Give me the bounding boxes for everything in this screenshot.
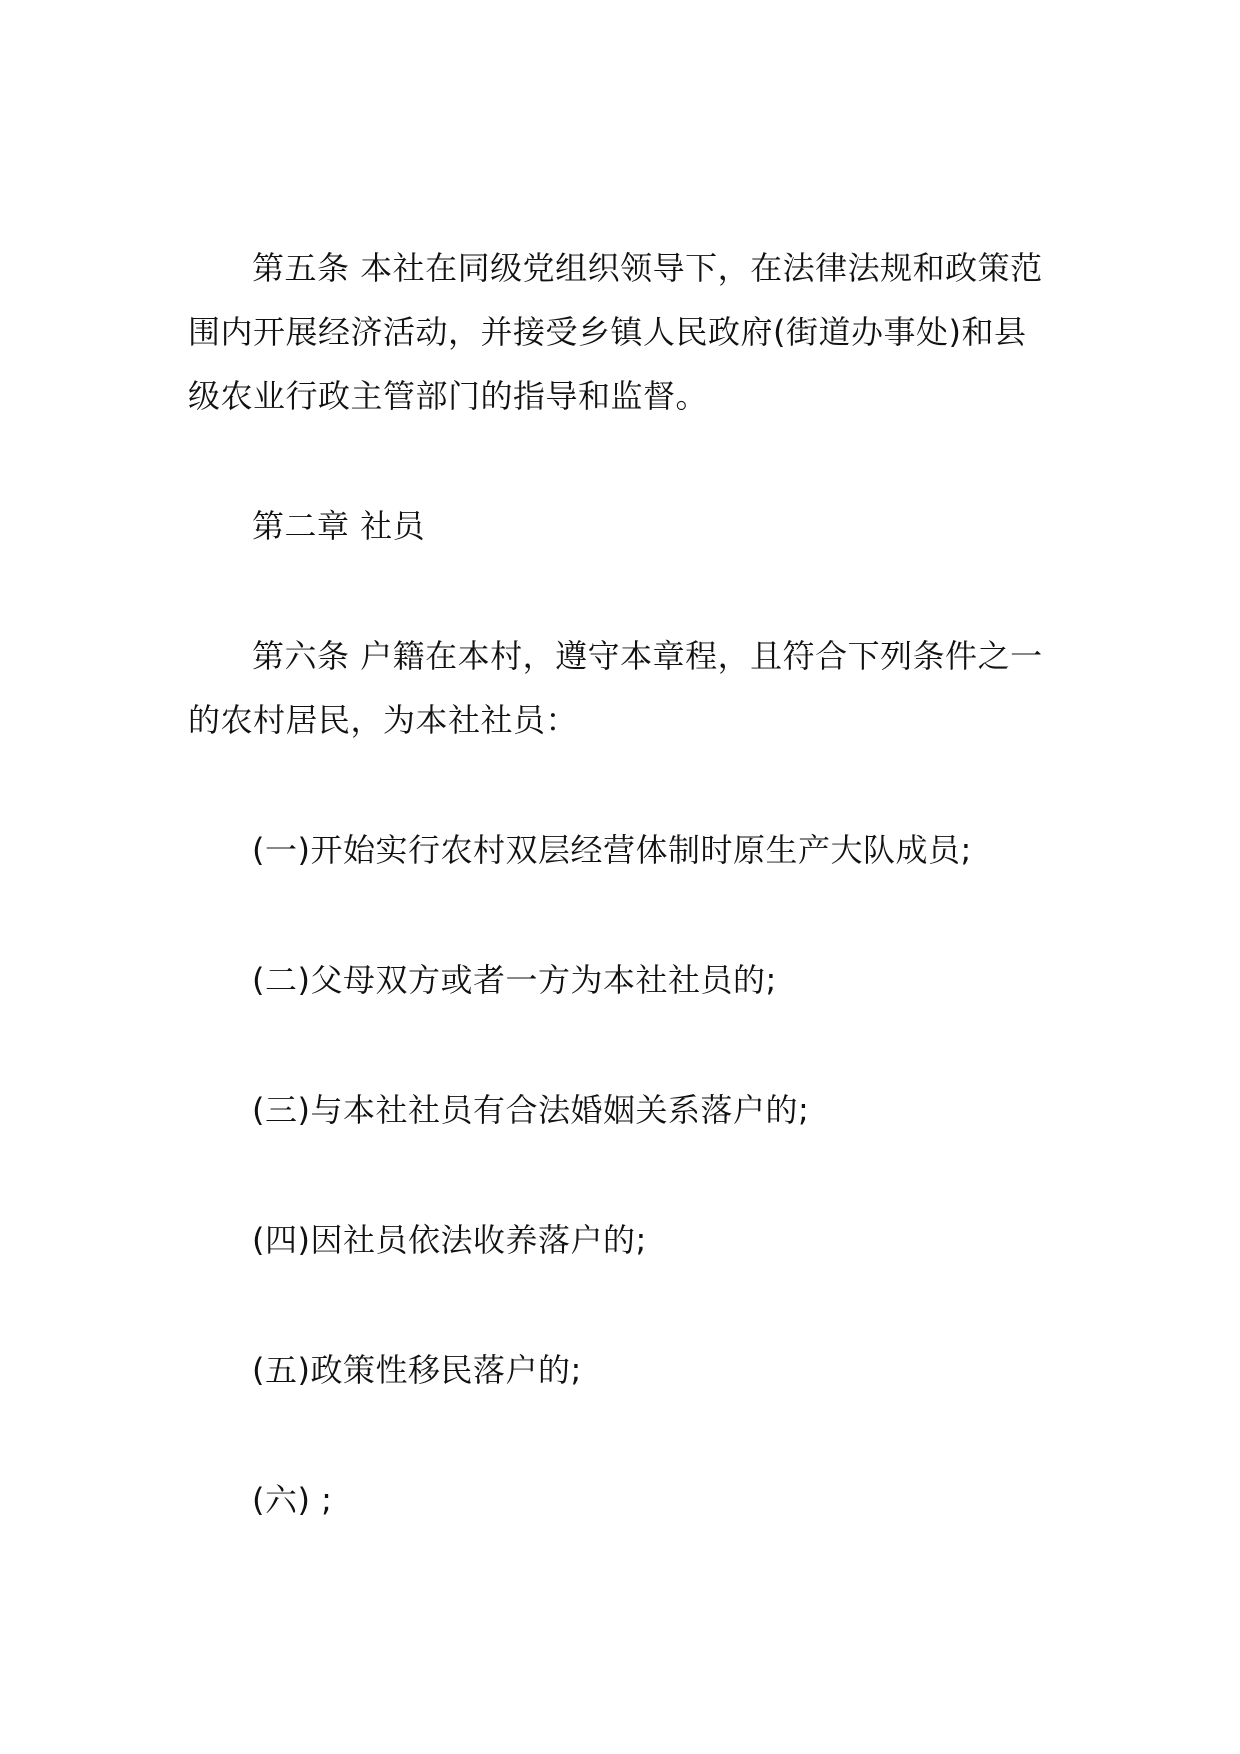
article-5-paragraph: 第五条 本社在同级党组织领导下，在法律法规和政策范围内开展经济活动，并接受乡镇人民政府(街道办事处)和县级农业行政主管部门的指导和监督。 [188,249,1043,415]
condition-1-item: (一)开始实行农村双层经营体制时原生产大队成员; [252,831,972,869]
article-6-paragraph: 第六条 户籍在本村，遵守本章程，且符合下列条件之一的农村居民，为本社社员： [188,637,1043,739]
chapter-2-heading: 第二章 社员 [252,507,426,545]
condition-5-item: (五)政策性移民落户的; [252,1351,582,1389]
condition-4-item: (四)因社员依法收养落户的; [252,1221,647,1259]
condition-3-item: (三)与本社社员有合法婚姻关系落户的; [252,1091,810,1129]
condition-6-item: (六) ; [252,1481,333,1519]
condition-2-item: (二)父母双方或者一方为本社社员的; [252,961,777,999]
document-body [188,236,1058,1532]
